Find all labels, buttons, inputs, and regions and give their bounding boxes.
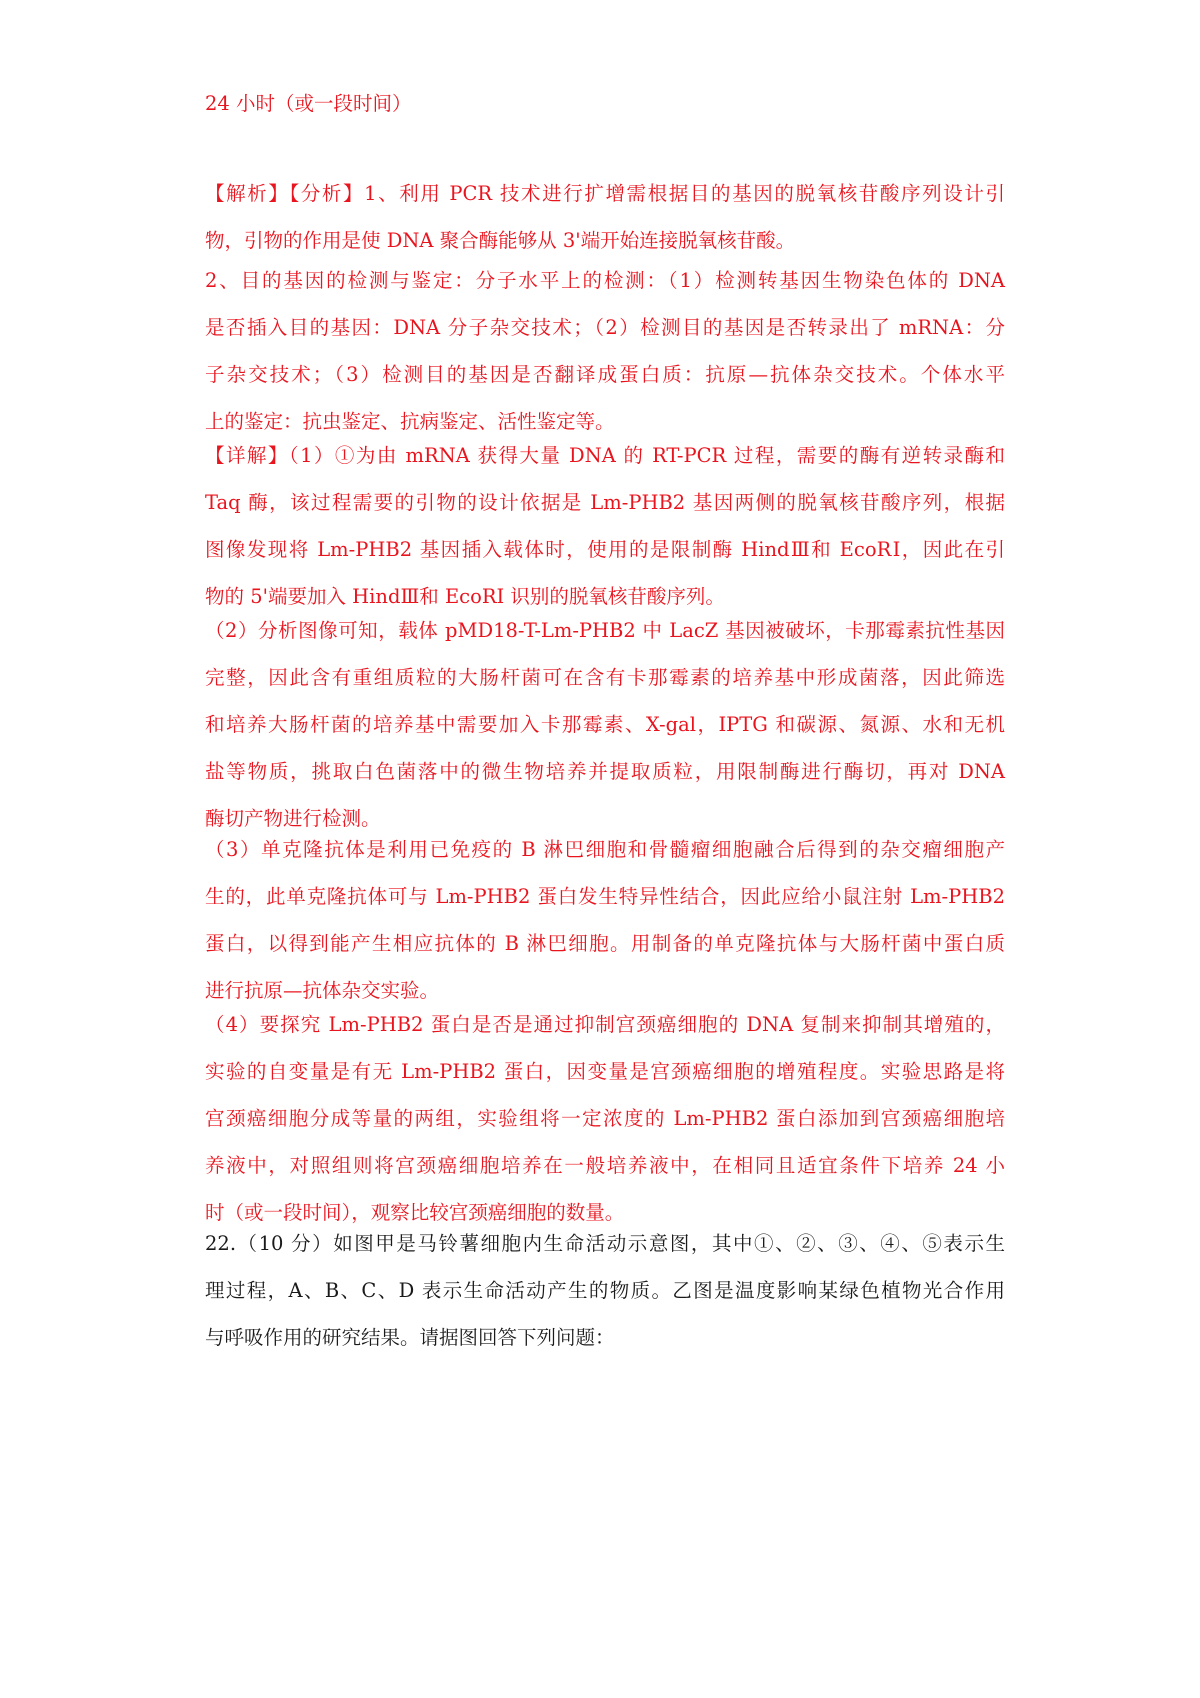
detail3-line: 进行抗原—抗体杂交实验。 — [205, 979, 440, 1002]
detail3-line: 生的，此单克隆抗体可与 Lm-PHB2 蛋白发生特异性结合，因此应给小鼠注射 Lm-PHB2 — [205, 885, 1005, 908]
detail2-line: 盐等物质，挑取白色菌落中的微生物培养并提取质粒，用限制酶进行酶切，再对 DNA — [205, 760, 1005, 783]
detail4-line: 宫颈癌细胞分成等量的两组，实验组将一定浓度的 Lm-PHB2 蛋白添加到宫颈癌细胞培 — [205, 1107, 1005, 1130]
detail3-paragraph — [205, 826, 1005, 1014]
detail3-line: 蛋白，以得到能产生相应抗体的 B 淋巴细胞。用制备的单克隆抗体与大肠杆菌中蛋白质 — [205, 932, 1005, 955]
detail3-line: （3）单克隆抗体是利用已免疫的 B 淋巴细胞和骨髓瘤细胞融合后得到的杂交瘤细胞产 — [205, 838, 1005, 861]
detail4-paragraph — [205, 1001, 1005, 1236]
detail2-line: 酶切产物进行检测。 — [205, 807, 381, 830]
question-22-line: 22.（10 分）如图甲是马铃薯细胞内生命活动示意图，其中①、②、③、④、⑤表示生 — [205, 1232, 1005, 1255]
question-22-line: 与呼吸作用的研究结果。请据图回答下列问题： — [205, 1326, 615, 1349]
detail1-line: 图像发现将 Lm-PHB2 基因插入载体时，使用的是限制酶 HindⅢ和 EcoRⅠ，因此在引 — [205, 538, 1005, 561]
detail4-line: 实验的自变量是有无 Lm-PHB2 蛋白，因变量是宫颈癌细胞的增殖程度。实验思路是将 — [205, 1060, 1005, 1083]
analysis-line: 物，引物的作用是使 DNA 聚合酶能够从 3'端开始连接脱氧核苷酸。 — [205, 229, 796, 252]
detail1-line: 物的 5'端要加入 HindⅢ和 EcoRI 识别的脱氧核苷酸序列。 — [205, 585, 725, 608]
detail2-line: （2）分析图像可知，载体 pMD18-T-Lm-PHB2 中 LacZ 基因被破坏，卡那霉素抗性基因 — [205, 619, 1005, 642]
analysis-line: 【解析】【分析】1、利用 PCR 技术进行扩增需根据目的基因的脱氧核苷酸序列设计引 — [205, 182, 1005, 205]
analysis-paragraph — [205, 170, 1005, 264]
detail4-line: （4）要探究 Lm-PHB2 蛋白是否是通过抑制宫颈癌细胞的 DNA 复制来抑制其增殖的， — [205, 1013, 1005, 1036]
answer-tail-block — [205, 80, 1005, 127]
detail4-line: 时（或一段时间），观察比较宫颈癌细胞的数量。 — [205, 1201, 625, 1224]
detail1-paragraph — [205, 432, 1005, 620]
question-22-line: 理过程，A、B、C、D 表示生命活动产生的物质。乙图是温度影响某绿色植物光合作用 — [205, 1279, 1005, 1302]
detail2-paragraph — [205, 607, 1005, 842]
detail2-line: 完整，因此含有重组质粒的大肠杆菌可在含有卡那霉素的培养基中形成菌落，因此筛选 — [205, 666, 1005, 689]
detail1-line: 【详解】（1）①为由 mRNA 获得大量 DNA 的 RT-PCR 过程，需要的酶有逆转录酶和 — [205, 444, 1005, 467]
point2-paragraph — [205, 257, 1005, 445]
detail1-line: Taq 酶，该过程需要的引物的设计依据是 Lm-PHB2 基因两侧的脱氧核苷酸序列，根据 — [205, 491, 1005, 514]
question-22-paragraph — [205, 1220, 1005, 1361]
point2-line: 子杂交技术；（3）检测目的基因是否翻译成蛋白质：抗原—抗体杂交技术。个体水平 — [205, 363, 1005, 386]
point2-line: 是否插入目的基因：DNA 分子杂交技术；（2）检测目的基因是否转录出了 mRNA：分 — [205, 316, 1005, 339]
detail2-line: 和培养大肠杆菌的培养基中需要加入卡那霉素、X-gal，IPTG 和碳源、氮源、水和无机 — [205, 713, 1005, 736]
answer-tail-line: 24 小时（或一段时间） — [205, 92, 412, 115]
detail4-line: 养液中，对照组则将宫颈癌细胞培养在一般培养液中，在相同且适宜条件下培养 24 小 — [205, 1154, 1005, 1177]
point2-line: 2、目的基因的检测与鉴定：分子水平上的检测：（1）检测转基因生物染色体的 DNA — [205, 269, 1005, 292]
point2-line: 上的鉴定：抗虫鉴定、抗病鉴定、活性鉴定等。 — [205, 410, 615, 433]
